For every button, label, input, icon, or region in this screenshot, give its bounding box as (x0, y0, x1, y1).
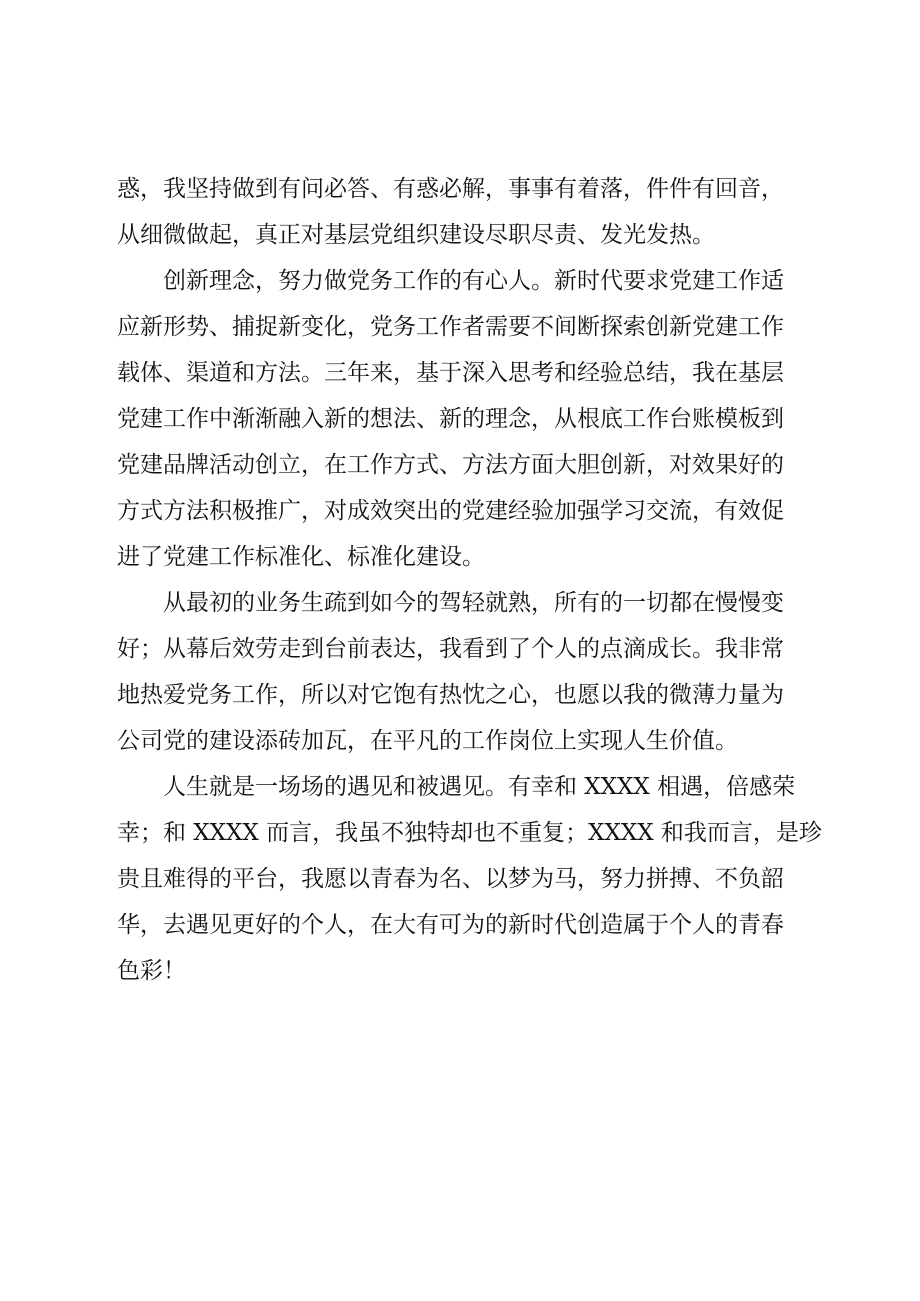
paragraph-3 (117, 580, 803, 764)
paragraph-4 (117, 764, 822, 994)
text-line: 好；从幕后效劳走到台前表达，我看到了个人的点滴成长。我非常 (117, 636, 784, 662)
paragraph-2 (117, 258, 803, 580)
text-line: 从最初的业务生疏到如今的驾轻就熟，所有的一切都在慢慢变 (163, 590, 784, 616)
text-line: 应新形势、捕捉新变化，党务工作者需要不间断探索创新党建工作 (117, 314, 784, 340)
text-line: 党建工作中渐渐融入新的想法、新的理念，从根底工作台账模板到 (117, 406, 784, 432)
text-line: 载体、渠道和方法。三年来，基于深入思考和经验总结，我在基层 (117, 360, 784, 386)
text-line: 进了党建工作标准化、标准化建设。 (117, 544, 485, 570)
text-line: 华，去遇见更好的个人，在大有可为的新时代创造属于个人的青春 (117, 912, 784, 938)
text-line: 惑，我坚持做到有问必答、有惑必解，事事有着落，件件有回音， (117, 176, 784, 202)
text-line: 公司党的建设添砖加瓦，在平凡的工作岗位上实现人生价值。 (117, 728, 738, 754)
paragraph-1 (117, 166, 803, 258)
text-line: 党建品牌活动创立，在工作方式、方法方面大胆创新，对效果好的 (117, 452, 784, 478)
document-body (117, 166, 822, 994)
text-line: 创新理念，努力做党务工作的有心人。新时代要求党建工作适 (163, 268, 784, 294)
text-line: 地热爱党务工作，所以对它饱有热忱之心，也愿以我的微薄力量为 (117, 682, 784, 708)
text-line: 从细微做起，真正对基层党组织建设尽职尽责、发光发热。 (117, 222, 715, 248)
text-line: 幸；和 XXXX 而言，我虽不独特却也不重复；XXXX 和我而言，是珍 (117, 820, 822, 846)
text-line: 方式方法积极推广，对成效突出的党建经验加强学习交流，有效促 (117, 498, 784, 524)
text-line: 人生就是一场场的遇见和被遇见。有幸和 XXXX 相遇，倍感荣 (163, 774, 796, 800)
text-line: 贵且难得的平台，我愿以青春为名、以梦为马，努力拼搏、不负韶 (117, 866, 784, 892)
text-line: 色彩！ (117, 958, 186, 984)
